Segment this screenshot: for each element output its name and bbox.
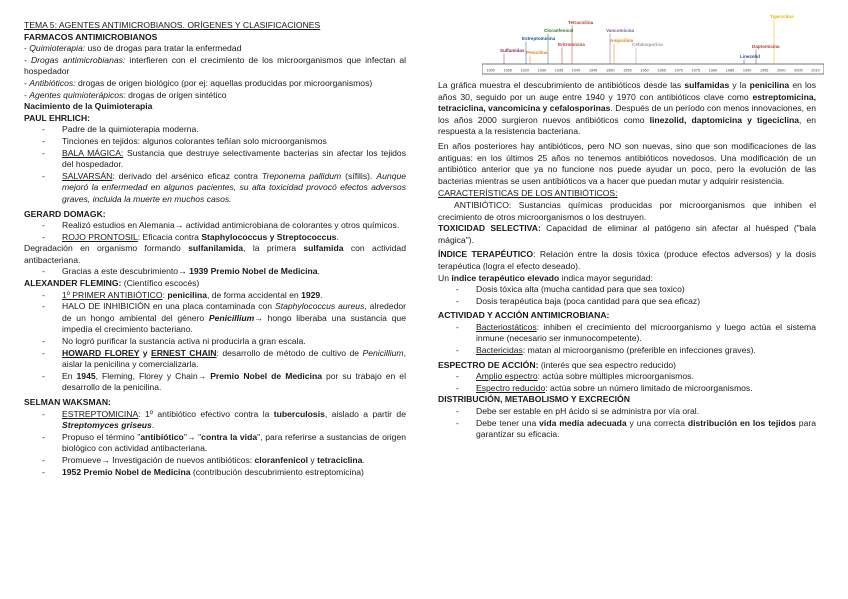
list-item: - Realizó estudios en Alemania→ actividad antimicrobiana de colorantes y otros químicos. [24,220,406,232]
antibiotico-def: ANTIBIÓTICO: Sustancias químicas producidas por microorganismos que inhiben el crecimiento de otros microorganismos o los destruyen. [438,199,816,222]
domagk-heading: GERARD DOMAGK: [24,208,106,219]
modificaciones-paragraph: En años posteriores hay antibióticos, pero NO son nuevas, sino que son modificaciones de las antiguas: en los últimos 25 años no tenemos antibióticos novedosos. Una modificación de un antibiótico anterior que ya no funcione nos puede ayudar un poco, pero la evolución de las bacterias mientras se usen antibióticos va a hacer que puedan mutar y adquirir resistencia. [438,140,816,186]
timeline-year-label: 1940 [571,68,581,73]
timeline-year-label: 1955 [623,68,632,73]
timeline-antibiotic-label: Ampicilina [610,38,634,43]
list-item: - Bacteriostáticos: inhiben el crecimiento del microorganismo y luego actúa el sistema inmune (necesario ser inmunocompetente). [438,322,816,345]
espectro-heading: ESPECTRO DE ACCIÓN: (interés que sea espectro reducido) [438,359,677,370]
def-agentes: - Agentes quimioterápicos: drogas de origen sintético [24,89,227,100]
timeline-year-label: 1960 [640,68,649,73]
list-item: - Debe tener una vida media adecuada y una correcta distribución en los tejidos para garantizar su eficacia. [438,418,816,441]
domagk-paragraph: Degradación en organismo formando sulfanilamida, la primera sulfamida con actividad antibacteriana. [24,243,406,265]
timeline-antibiotic-label: Cefalosporina [632,42,663,47]
actividad-heading: ACTIVIDAD Y ACCIÓN ANTIMICROBIANA: [438,310,610,321]
timeline-year-label: 1900 [486,68,495,73]
timeline-antibiotic-label: Tigeciclina [770,14,794,19]
left-column [24,20,406,478]
list-item: - HALO DE INHIBICIÓN en una placa contaminada con Staphylococcus aureus, alrededor de un hongo ambiental del género Penicillium→ hongo liberaba una sustancia que impedía el crecimiento bacteriano. [24,301,406,336]
def-drogas: - Drogas antimicrobianas: interfieren con el crecimiento de los microorganismos que infectan al hospedador [24,54,407,77]
list-item: - Amplio espectro: actúa sobre múltiples microorganismos. [438,371,816,383]
right-column [438,80,816,441]
timeline-antibiotic-label: Penicilina [526,50,548,55]
timeline-axis [482,64,824,74]
fleming-list [24,290,406,394]
timeline-svg [482,12,824,78]
timeline-antibiotic-label: Daptomicina [752,44,780,49]
timeline-year-label: 1930 [537,68,547,73]
timeline-antibiotic-label: Cloranfenicol [544,28,574,33]
list-item: - Dosis tóxica alta (mucha cantidad para que sea toxico) [438,284,816,296]
timeline-antibiotic-label: Estreptomicina [522,36,556,41]
distribucion-heading: DISTRIBUCIÓN, METABOLISMO Y EXCRECIÓN [438,394,630,405]
timeline-year-label: 1990 [742,68,752,73]
list-item: - Dosis terapéutica baja (poca cantidad para que sea eficaz) [438,296,816,308]
domagk-list [24,220,406,243]
timeline-year-label: 1985 [725,68,735,73]
timeline-year-label: 1975 [691,68,701,73]
domagk-list-2 [24,266,406,278]
timeline-year-label: 2010 [811,68,820,73]
espectro-list [438,371,816,394]
waksman-heading: SELMAN WAKSMAN: [24,397,111,407]
ehrlich-list [24,124,406,205]
list-item: - Debe ser estable en pH ácido si se administra por vía oral. [438,406,816,418]
antibiotic-timeline-figure [482,12,824,78]
timeline-antibiotic-label: Linezolid [740,54,760,59]
list-item: - ROJO PRONTOSIL: Eficacia contra Staphylococcus y Streptococcus. [24,232,406,244]
timeline-antibiotic-label: Vancomicina [606,28,635,33]
list-item: - En 1945, Fleming, Florey y Chain→ Premio Nobel de Medicina por su trabajo en el desarrollo de la penicilina. [24,371,406,394]
timeline-year-label: 2000 [777,68,786,73]
toxicidad-selectiva: TOXICIDAD SELECTIVA: Capacidad de eliminar al patógeno sin afectar al huésped ("bala mágica"). [438,223,816,245]
list-item: - Bactericidas: matan al microorganismo (preferible en infecciones graves). [438,345,816,357]
list-item: - Promueve→ Investigación de nuevos antibióticos: cloranfenicol y tetraciclina. [24,455,406,467]
list-item: - Tinciones en tejidos: algunos colorantes teñían solo microorganismos [24,136,406,148]
timeline-antibiotic-label: Sulfamidas [500,48,525,53]
list-item: - No logró purificar la sustancia activa ni producirla a gran escala. [24,336,406,348]
list-item: - Propuso el término "antibiótico"→ "contra la vida", para referirse a sustancias de origen biológico con actividad antibacteriana. [24,432,406,455]
distribucion-list [438,406,816,441]
list-item: - 1952 Premio Nobel de Medicina (contribución descubrimiento estreptomicina) [24,467,406,479]
timeline-antibiotic-label: Eritromicina [558,42,585,47]
timeline-year-label: 2005 [794,68,803,73]
list-item: - BALA MÁGICA: Sustancia que destruye selectivamente bacterias sin afectar los tejidos del hospedador. [24,148,406,171]
timeline-description: La gráfica muestra el descubrimiento de antibióticos desde las sulfamidas y la penicilina en los años 30, seguido por un auge entre 1940 y 1970 con antibióticos clave como estreptomicina, tetraciclina, vancomicina y cefalosporinas. Después de un período con menos innovaciones, en los años 2000 surgieron nuevos antibióticos como linezolid, daptomicina y tigeciclina, en respuesta a la resistencia bacteriana. [438,80,816,137]
timeline-year-label: 1980 [708,68,718,73]
timeline-year-label: 1920 [520,68,530,73]
fleming-heading: ALEXANDER FLEMING: (Científico escocés) [24,278,200,289]
list-item: - Padre de la quimioterapia moderna. [24,124,406,136]
list-item: - Espectro reducido: actúa sobre un número limitado de microorganismos. [438,383,816,395]
waksman-list [24,409,406,479]
farmacos-heading: FARMACOS ANTIMICROBIANOS [24,31,158,42]
doc-title: TEMA 5: AGENTES ANTIMICROBIANOS. ORÍGENES Y CLASIFICACIONES [24,20,321,30]
timeline-year-label: 1995 [759,68,769,73]
indice-terapeutico: ÍNDICE TERAPÉUTICO: Relación entre la dosis tóxica (produce efectos adversos) y la dosis terapéutica (logra el efecto deseado). [438,249,816,271]
timeline-year-label: 1970 [674,68,683,73]
timeline-year-label: 1950 [606,68,615,73]
timeline-year-label: 1905 [503,68,512,73]
timeline-year-label: 1965 [657,68,666,73]
def-antibioticos: - Antibióticos: drogas de origen biológico (por ej: aquellas producidas por microorganismos) [24,77,373,88]
timeline-year-label: 1935 [554,68,564,73]
list-item: - 1º PRIMER ANTIBIÓTICO: penicilina, de forma accidental en 1929. [24,290,406,302]
list-item: - SALVARSÁN: derivado del arsénico eficaz contra Treponema pallidum (sífilis). Aunque mejoró la enfermedad en algunos pacientes, su alta toxicidad provocó efectos adversos graves, incluida la muerte en muchos casos. [24,171,406,206]
def-quimioterapia: - Quimioterapia: uso de drogas para tratar la enfermedad [24,43,242,54]
timeline-antibiotic-label: Tetraciclina [568,20,594,25]
indice-elevado: Un índice terapéutico elevado indica mayor seguridad: [438,272,653,283]
ehrlich-heading: PAUL EHRLICH: [24,112,91,123]
timeline-year-label: 1945 [588,68,598,73]
list-item: - HOWARD FLOREY y ERNEST CHAIN: desarrollo de método de cultivo de Penicillium, aislar la penicilina y comercializarla. [24,348,406,371]
actividad-list [438,322,816,357]
caracteristicas-heading: CARACTERÍSTICAS DE LOS ANTIBIÓTICOS: [438,188,618,199]
list-item: - ESTREPTOMICINA: 1º antibiótico efectivo contra la tuberculosis, aislado a partir de Streptomyces griseus. [24,409,406,432]
nacimiento-heading: Nacimiento de la Quimioterapia [24,101,153,112]
indice-list [438,284,816,307]
list-item: - Gracias a este descubrimiento→ 1939 Premio Nobel de Medicina. [24,266,406,278]
